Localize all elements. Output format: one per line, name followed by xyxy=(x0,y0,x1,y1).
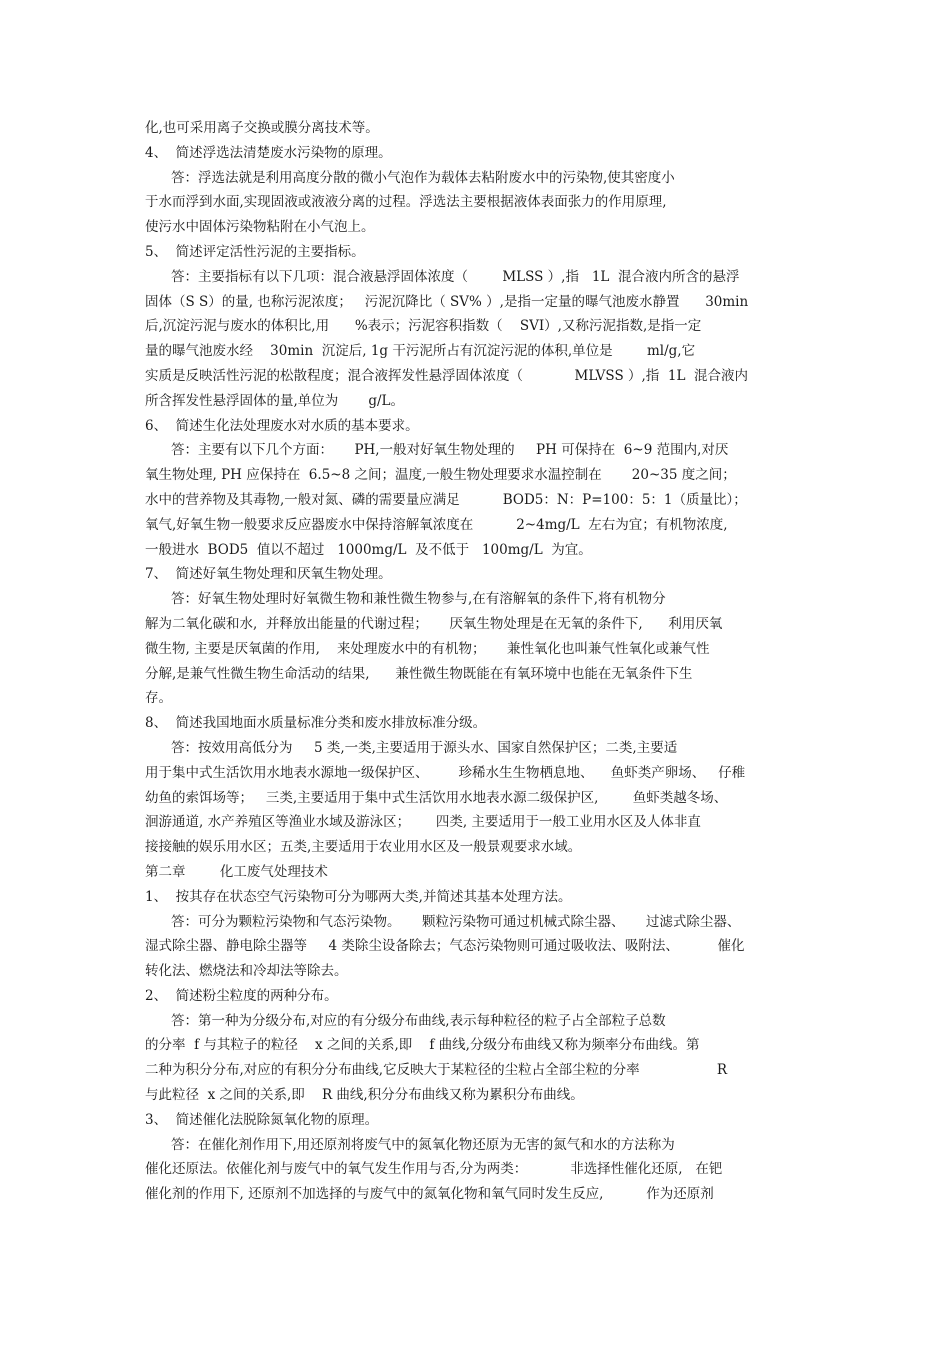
question-heading: 8、 简述我国地面水质量标准分类和废水排放标准分级。 xyxy=(145,715,487,732)
question-heading: 4、 简述浮选法清楚废水污染物的原理。 xyxy=(145,144,392,161)
paragraph-line: 氧气,好氧生物一般要求反应器废水中保持溶解氧浓度在 2~4mg/L 左右为宜；有机物浓度, xyxy=(145,516,728,533)
document-body xyxy=(145,116,805,1207)
paragraph-line: 接接触的娱乐用水区；五类,主要适用于农业用水区及一般景观要求水域。 xyxy=(145,839,582,856)
answer-paragraph-start: 答：在催化剂作用下,用还原剂将废气中的氮氧化物还原为无害的氮气和水的方法称为 xyxy=(171,1136,675,1153)
question-heading: 2、 简述粉尘粒度的两种分布。 xyxy=(145,987,338,1004)
paragraph-line: 水中的营养物及其毒物,一般对氮、磷的需要量应满足 BOD5：N：P=100：5：1（质量比）； xyxy=(145,491,747,508)
question-heading: 3、 简述催化法脱除氮氧化物的原理。 xyxy=(145,1111,379,1128)
paragraph-line: 存。 xyxy=(145,690,172,707)
paragraph-line: 固体（S S）的量, 也称污泥浓度； 污泥沉降比（ SV% ）,是指一定量的曝气池废水静置 30min xyxy=(145,293,749,310)
paragraph-line: 解为二氧化碳和水, 并释放出能量的代谢过程； 厌氧生物处理是在无氧的条件下, 利用厌氧 xyxy=(145,615,723,632)
paragraph-line: 一般进水 BOD5 值以不超过 1000mg/L 及不低于 100mg/L 为宜。 xyxy=(145,541,592,558)
paragraph-line: 于水而浮到水面,实现固液或液液分离的过程。浮选法主要根据液体表面张力的作用原理, xyxy=(145,194,667,211)
answer-paragraph-start: 答：第一种为分级分布,对应的有分级分布曲线,表示每种粒径的粒子占全部粒子总数 xyxy=(171,1012,666,1029)
question-heading: 6、 简述生化法处理废水对水质的基本要求。 xyxy=(145,417,419,434)
paragraph-line: 实质是反映活性污泥的松散程度；混合液挥发性悬浮固体浓度（ MLVSS ）,指 1L 混合液内 xyxy=(145,367,748,384)
paragraph-line: 湿式除尘器、静电除尘器等 4 类除尘设备除去；气态污染物则可通过吸收法、吸附法、 催化 xyxy=(145,938,745,955)
paragraph-line: 幼鱼的索饵场等； 三类,主要适用于集中式生活饮用水地表水源二级保护区, 鱼虾类越冬场、 xyxy=(145,789,728,806)
answer-paragraph-start: 答：主要指标有以下几项：混合液悬浮固体浓度（ MLSS ）,指 1L 混合液内所含的悬浮 xyxy=(171,268,740,285)
paragraph-line: 的分率 f 与其粒子的粒径 x 之间的关系,即 f 曲线,分级分布曲线又称为频率分布曲线。第 xyxy=(145,1037,700,1054)
answer-paragraph-start: 答：好氧生物处理时好氧微生物和兼性微生物参与,在有溶解氧的条件下,将有机物分 xyxy=(171,591,666,608)
answer-paragraph-start: 答：浮选法就是利用高度分散的微小气泡作为载体去粘附废水中的污染物,使其密度小 xyxy=(171,169,675,186)
paragraph-line: 后,沉淀污泥与废水的体积比,用 %表示；污泥容积指数（ SVI）,又称污泥指数,是指一定 xyxy=(145,318,702,335)
paragraph-line: 洄游通道, 水产养殖区等渔业水域及游泳区； 四类, 主要适用于一般工业用水区及人体非直 xyxy=(145,814,701,831)
paragraph-line: 催化剂的作用下, 还原剂不加选择的与废气中的氮氧化物和氧气同时发生反应, 作为还原剂 xyxy=(145,1186,714,1203)
paragraph-line: 化,也可采用离子交换或膜分离技术等。 xyxy=(145,120,379,136)
paragraph-line: 二种为积分分布,对应的有积分分布曲线,它反映大于某粒径的尘粒占全部尘粒的分率 R xyxy=(145,1062,727,1079)
answer-paragraph-start: 答：主要有以下几个方面： PH,一般对好氧生物处理的 PH 可保持在 6~9 范围内,对厌 xyxy=(171,442,729,459)
paragraph-line: 氧生物处理, PH 应保持在 6.5~8 之间；温度,一般生物处理要求水温控制在 20~35 度之间； xyxy=(145,467,736,484)
chapter-heading: 第二章 化工废气处理技术 xyxy=(145,863,328,880)
paragraph-line: 用于集中式生活饮用水地表水源地一级保护区、 珍稀水生生物栖息地、 鱼虾类产卵场、 仔稚 xyxy=(145,764,746,781)
answer-paragraph-start: 答：可分为颗粒污染物和气态污染物。 颗粒污染物可通过机械式除尘器、 过滤式除尘器、 xyxy=(171,913,741,930)
paragraph-line: 所含挥发性悬浮固体的量,单位为 g/L。 xyxy=(145,392,404,409)
paragraph-line: 转化法、燃烧法和冷却法等除去。 xyxy=(145,963,348,980)
question-heading: 7、 简述好氧生物处理和厌氧生物处理。 xyxy=(145,566,392,583)
paragraph-line: 与此粒径 x 之间的关系,即 R 曲线,积分分布曲线又称为累积分布曲线。 xyxy=(145,1087,584,1104)
paragraph-line: 分解,是兼气性微生物生命活动的结果, 兼性微生物既能在有氧环境中也能在无氧条件下生 xyxy=(145,665,693,682)
paragraph-line: 微生物, 主要是厌氧菌的作用, 来处理废水中的有机物； 兼性氧化也叫兼气性氧化或兼气性 xyxy=(145,640,710,657)
paragraph-line: 量的曝气池废水经 30min 沉淀后, 1g 干污泥所占有沉淀污泥的体积,单位是 ml/g,它 xyxy=(145,343,696,360)
question-heading: 5、 简述评定活性污泥的主要指标。 xyxy=(145,243,365,260)
answer-paragraph-start: 答：按效用高低分为 5 类,一类,主要适用于源头水、国家自然保护区；二类,主要适 xyxy=(171,739,678,756)
paragraph-line: 催化还原法。依催化剂与废气中的氧气发生作用与否,分为两类： 非选择性催化还原, 在钯 xyxy=(145,1161,723,1178)
question-heading: 1、 按其存在状态空气污染物可分为哪两大类,并简述其基本处理方法。 xyxy=(145,888,572,905)
paragraph-line: 使污水中固体污染物粘附在小气泡上。 xyxy=(145,219,375,236)
